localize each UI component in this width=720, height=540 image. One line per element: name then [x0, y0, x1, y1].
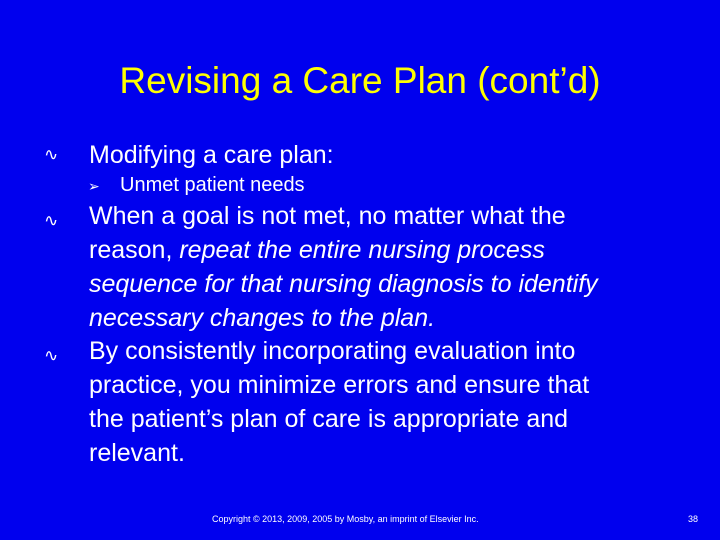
bullet-2-plain: reason, — [89, 236, 173, 264]
bullet-3 — [89, 334, 589, 470]
bullet-2-line-2 — [89, 233, 598, 267]
bullet-2-italic-3: necessary changes to the plan. — [89, 304, 436, 332]
bullet-1 — [89, 138, 334, 172]
page-number: 38 — [688, 514, 699, 524]
sub-bullet-1 — [120, 171, 305, 199]
bullet-3-line-2: practice, you minimize errors and ensure that — [89, 371, 590, 399]
bullet-2-italic-1: repeat the entire nursing process — [172, 236, 545, 264]
slide-title: Revising a Care Plan (cont’d) — [119, 60, 601, 101]
sub-bullet-1-text: Unmet patient needs — [120, 174, 305, 196]
bullet-2 — [89, 199, 598, 335]
copyright-footer: Copyright © 2013, 2009, 2005 by Mosby, an imprint of Elsevier Inc. — [212, 514, 479, 524]
arrow-bullet-icon: ➢ — [88, 178, 100, 194]
wave-bullet-icon: ∿ — [44, 145, 59, 164]
bullet-2-italic-2: sequence for that nursing diagnosis to identify — [89, 270, 598, 298]
wave-bullet-icon: ∿ — [44, 346, 59, 365]
bullet-3-line-3: the patient’s plan of care is appropriate and — [89, 405, 569, 433]
wave-bullet-icon: ∿ — [44, 211, 59, 230]
bullet-3-line-4: relevant. — [89, 439, 185, 467]
bullet-1-text: Modifying a care plan: — [89, 141, 334, 169]
bullet-2-line-1: When a goal is not met, no matter what the — [89, 202, 566, 230]
bullet-3-line-1: By consistently incorporating evaluation into — [89, 337, 576, 365]
